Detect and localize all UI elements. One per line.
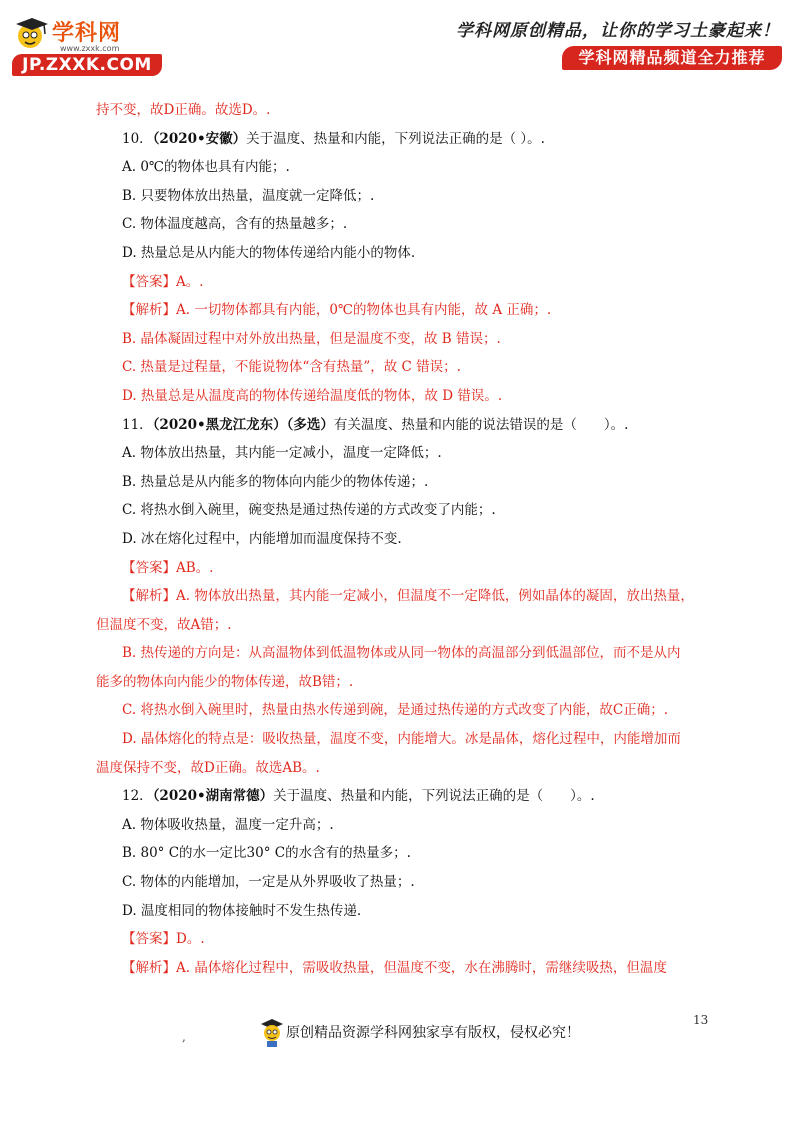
text-span: A。. (176, 273, 204, 290)
text-line (96, 954, 716, 983)
text-span: A. 物体放出热量，其内能一定减小，但温度不一定降低，例如晶体的凝固，放出热量， (176, 588, 694, 605)
text-span: 关于温度、热量和内能，下列说法正确的是（ ）。. (273, 788, 595, 805)
text-line (96, 554, 716, 583)
text-span: 10． (122, 130, 153, 147)
brand-site: www.zxxk.com (60, 44, 120, 53)
footer-mark: , (182, 1030, 186, 1044)
text-line: B. 80° C的水一定比30° C的水含有的热量多；. (122, 845, 411, 862)
text-line (96, 125, 716, 154)
text-line (96, 582, 716, 611)
text-span: 【答案】 (122, 273, 176, 290)
text-span: 【解析】 (122, 959, 176, 976)
site-band: JP.ZXXK.COM (12, 54, 162, 76)
text-span: 【解析】 (122, 588, 176, 605)
text-line: B. 热传递的方向是：从高温物体到低温物体或从同一物体的高温部分到低温部位，而不是从内 (122, 645, 681, 662)
footer-mascot-icon (260, 1016, 284, 1048)
text-line (96, 411, 716, 440)
text-line: 能多的物体向内能少的物体传递，故B错；. (96, 673, 354, 690)
header-slogan: 学科网原创精品，让你的学习土豪起来！ (456, 21, 780, 41)
text-span: D。. (176, 931, 205, 948)
text-span: 【答案】 (122, 559, 176, 576)
text-line: D. 热量总是从内能大的物体传递给内能小的物体. (122, 244, 416, 261)
text-line: D. 热量总是从温度高的物体传递给温度低的物体，故 D 错误。. (122, 387, 503, 404)
brand-name: 学科网 (52, 21, 122, 46)
zxxk-logo[interactable] (12, 14, 162, 76)
page-header (0, 0, 800, 90)
channel-banner: 学科网精品频道全力推荐 (562, 46, 782, 70)
text-line: C. 物体的内能增加，一定是从外界吸收了热量；. (122, 874, 415, 891)
text-line: D. 晶体熔化的特点是：吸收热量，温度不变，内能增大。冰是晶体，熔化过程中，内能增加而 (122, 731, 681, 748)
text-line: 持不变，故D正确。故选D。. (96, 102, 271, 118)
text-span: （2020•湖南常德） (152, 788, 274, 805)
text-line: B. 热量总是从内能多的物体向内能少的物体传递；. (122, 473, 429, 490)
text-line: A. 0℃的物体也具有内能；. (122, 159, 290, 176)
text-line: A. 物体吸收热量，温度一定升高；. (122, 816, 334, 833)
text-line: D. 冰在熔化过程中，内能增加而温度保持不变. (122, 530, 402, 547)
text-line (96, 782, 716, 811)
text-span: A. 一切物体都具有内能，0℃的物体也具有内能，故 A 正确；. (176, 302, 552, 319)
text-line: C. 将热水倒入碗里时，热量由热水传递到碗，是通过热传递的方式改变了内能，故C正确；. (122, 702, 669, 719)
text-line: C. 物体温度越高，含有的热量越多；. (122, 216, 348, 233)
text-span: 关于温度、热量和内能，下列说法正确的是（ ）。. (246, 130, 545, 147)
text-span: 11． (122, 416, 153, 433)
mascot-icon (12, 14, 52, 54)
text-span: AB。. (176, 559, 214, 576)
text-span: 有关温度、热量和内能的说法错误的是（ ）。. (333, 416, 629, 433)
text-line: A. 物体放出热量，其内能一定减小，温度一定降低；. (122, 445, 442, 462)
text-line: D. 温度相同的物体接触时不发生热传递. (122, 902, 362, 919)
document-body (96, 96, 716, 982)
copyright-notice: 原创精品资源学科网独家享有版权，侵权必究！ (286, 1025, 580, 1041)
text-span: （2020•安徽） (152, 130, 247, 147)
text-span: 12． (122, 788, 153, 805)
text-line (96, 268, 716, 297)
page-number: 13 (693, 1013, 709, 1027)
text-line: B. 只要物体放出热量，温度就一定降低；. (122, 187, 375, 204)
text-line (96, 296, 716, 325)
text-line: C. 热量是过程量，不能说物体“含有热量”，故 C 错误；. (122, 359, 461, 376)
text-line: 温度保持不变，故D正确。故选AB。. (96, 759, 320, 776)
text-line: 但温度不变，故A错；. (96, 616, 232, 633)
text-span: 【解析】 (122, 302, 176, 319)
text-line (96, 925, 716, 954)
text-line: C. 将热水倒入碗里，碗变热是通过热传递的方式改变了内能；. (122, 502, 496, 519)
text-line: B. 晶体凝固过程中对外放出热量，但是温度不变，故 B 错误；. (122, 330, 501, 347)
text-span: A. 晶体熔化过程中，需吸收热量，但温度不变，水在沸腾时，需继续吸热，但温度 (176, 959, 667, 976)
text-span: （2020•黑龙江龙东）（多选） (152, 416, 334, 433)
text-span: 【答案】 (122, 931, 176, 948)
